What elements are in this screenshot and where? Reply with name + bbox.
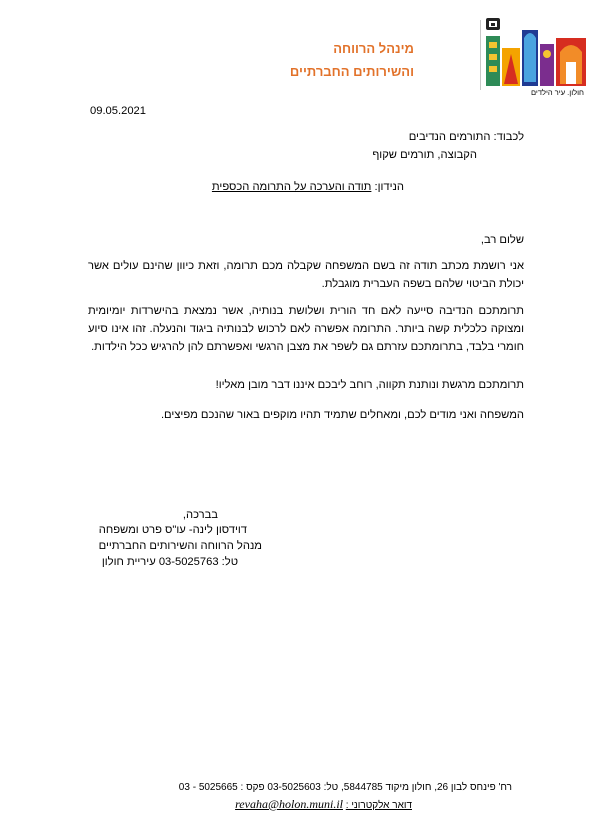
- signature-name: דוידסון לינה- עו"ס פרט ומשפחה: [98, 524, 247, 536]
- letter-date: 09.05.2021: [90, 105, 146, 117]
- holon-city-logo: [484, 18, 588, 88]
- footer-email-line: [235, 797, 412, 812]
- city-emblem-icon: [486, 18, 500, 30]
- subject-line: [212, 178, 404, 196]
- org-name-line1: מינהל הרווחה: [333, 41, 414, 56]
- signature-closing: בברכה,: [182, 509, 218, 521]
- signature-phone: טל: 03-5025763 עיריית חולון: [101, 556, 238, 568]
- footer-email-label: דואר אלקטרוני :: [345, 800, 412, 811]
- logo-caption: חולון. עיר הילדים: [530, 88, 584, 97]
- org-name-line2: והשירותים החברתיים: [289, 64, 414, 79]
- paragraph-3: תרומתכם מרגשת ונותנת תקווה, רוחב ליבכם איננו דבר מובן מאליו!: [215, 379, 524, 391]
- paragraph-1: אני רושמת מכתב תודה זה בשם המשפחה שקבלה מכם תרומה, וזאת כיוון שהינם עולים אשר יכולת הביטוי שלהם בשפה העברית מוגבלת.: [88, 260, 524, 290]
- paragraph-2: תרומתכם הנדיבה סייעה לאם חד הורית ושלושת בנותיה, אשר נמצאת בהישרדות יומיומית ומצוקה כלכלית קשה ביותר. התרומה אפשרה לאם לרכוש לבנותיה ביגוד והנעלה. זהו אינו סיוע חומרי בלבד, בתרומתכם עזרתם גם לשפר את מצבן הרגשי ואפשרתם להן להרגיש ככל הילדות.: [88, 305, 524, 353]
- paragraph-4: המשפחה ואני מודים לכם, ומאחלים שתמיד תהיו מוקפים באור שהנכם מפיצים.: [160, 409, 524, 421]
- footer-address: רח' פינחס לבון 26, חולון מיקוד 5844785, טל: 03-5025603 פקס : 5025665 - 03: [178, 782, 512, 793]
- subject-label: הנידון:: [374, 181, 404, 193]
- recipient-line1: לכבוד: התורמים הנדיבים: [408, 131, 524, 143]
- recipient-line2: הקבוצה, תורמים שקוף: [372, 149, 477, 161]
- footer-email-link[interactable]: revaha@holon.muni.il: [235, 797, 343, 811]
- signature-dept: מנהל הרווחה והשירותים החברתיים: [98, 540, 262, 552]
- subject-text: תודה והערכה על התרומה הכספית: [211, 181, 372, 193]
- header-divider: [480, 20, 481, 90]
- greeting: שלום רב,: [480, 234, 524, 246]
